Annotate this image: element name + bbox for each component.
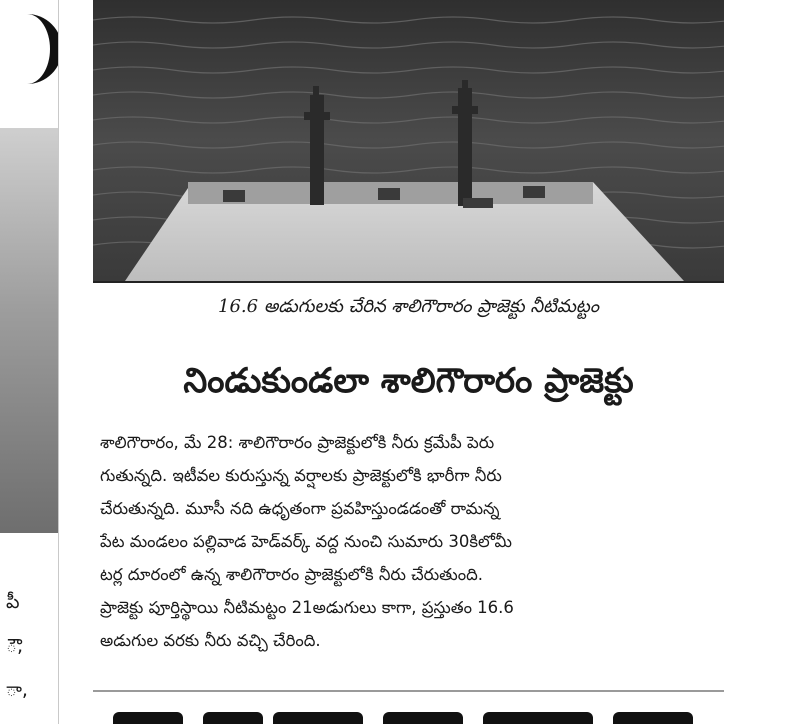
- body-line: చేరుతున్నది. మూసీ నది ఉధృతంగా ప్రవహిస్తుండడంతో రామన్న: [100, 499, 500, 518]
- next-article-headline-cropped: [93, 704, 724, 724]
- adjacent-photo-fragment: [0, 128, 58, 533]
- body-line: పేట మండలం పల్లివాడ హెడ్‌వర్క్‌ వద్ద నుంచి సుమారు 30కిలోమీ: [100, 532, 512, 551]
- adjacent-text-line: పీ: [6, 591, 20, 613]
- adjacent-text-line: ా,: [6, 679, 28, 701]
- adjacent-headline-fragment: [0, 0, 58, 110]
- caption-rule: [93, 281, 724, 283]
- photo-caption: 16.6 అడుగులకు చేరిన శాలిగౌరారం ప్రాజెక్టు నీటిమట్టం: [218, 296, 599, 317]
- column-divider: [58, 0, 59, 724]
- reservoir-photo-illustration: [93, 0, 724, 281]
- adjacent-column-fragment: [0, 0, 58, 724]
- body-line: టర్ల దూరంలో ఉన్న శాలిగౌరారం ప్రాజెక్టులోకి నీరు చేరుతుంది.: [100, 565, 483, 584]
- body-line: శాలిగౌరారం, మే 28: శాలిగౌరారం ప్రాజెక్టులోకి నీరు క్రమేపీ పెరు: [100, 433, 495, 452]
- right-margin: [730, 0, 800, 724]
- body-line: ప్రాజెక్టు పూర్తిస్థాయి నీటిమట్టం 21అడుగులు కాగా, ప్రస్తుతం 16.6: [100, 598, 514, 617]
- adjacent-text-fragment: [0, 580, 58, 720]
- adjacent-text-line: ౌ,: [6, 635, 24, 657]
- article-separator: [93, 690, 724, 692]
- news-photo: [93, 0, 724, 281]
- article-body: [100, 426, 720, 657]
- body-line: అడుగుల వరకు నీరు వచ్చి చేరింది.: [100, 631, 321, 650]
- body-line: గుతున్నది. ఇటీవల కురుస్తున్న వర్షాలకు ప్రాజెక్టులోకి భారీగా నీరు: [100, 466, 502, 485]
- article-headline: నిండుకుండలా శాలిగౌరారం ప్రాజెక్టు: [183, 361, 634, 401]
